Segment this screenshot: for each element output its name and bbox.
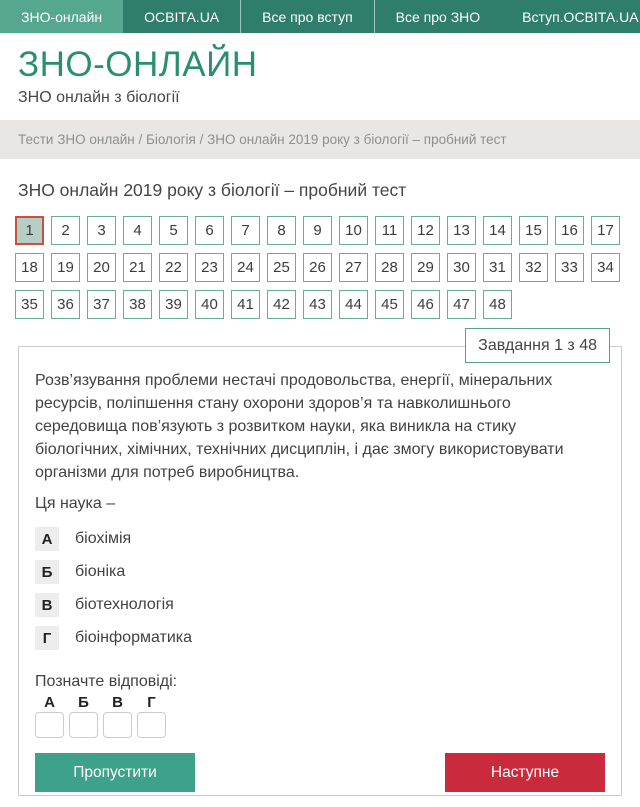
answer-letters-row <box>35 694 605 712</box>
options-list <box>35 527 605 650</box>
question-grid <box>15 216 625 319</box>
answer-letter-b: Б <box>78 694 89 711</box>
question-cell-27[interactable]: 27 <box>339 253 368 282</box>
question-cell-25[interactable]: 25 <box>267 253 296 282</box>
breadcrumb[interactable]: Тести ЗНО онлайн / Біологія / ЗНО онлайн 2019 року з біології – пробний тест <box>0 120 640 159</box>
question-cell-29[interactable]: 29 <box>411 253 440 282</box>
question-cell-32[interactable]: 32 <box>519 253 548 282</box>
question-cell-12[interactable]: 12 <box>411 216 440 245</box>
task-counter: Завдання 1 з 48 <box>465 328 610 363</box>
answer-boxes-row <box>35 712 605 738</box>
question-cell-33[interactable]: 33 <box>555 253 584 282</box>
question-cell-26[interactable]: 26 <box>303 253 332 282</box>
question-cell-10[interactable]: 10 <box>339 216 368 245</box>
question-panel-wrap <box>18 337 622 796</box>
question-cell-3[interactable]: 3 <box>87 216 116 245</box>
question-cell-13[interactable]: 13 <box>447 216 476 245</box>
answer-letter-g: Г <box>147 694 156 711</box>
site-header <box>0 33 640 120</box>
option-text: біоінформатика <box>75 629 193 646</box>
panel-buttons <box>35 753 605 792</box>
question-cell-18[interactable]: 18 <box>15 253 44 282</box>
answer-checkbox-v[interactable] <box>103 712 132 738</box>
question-text: Розв’язування проблеми нестачі продовольства, енергії, мінеральних ресурсів, поліпшення стану охорони здоров’я та навколишнього середовища пов’язують з розвитком науки, яка виникла на стику біологічних, хімічних, технічних дисциплін, і дає змогу використовувати організми для потреб виробництва. <box>35 372 564 481</box>
skip-button[interactable]: Пропустити <box>35 753 195 792</box>
nav-tab-vse-pro-zno[interactable]: Все про ЗНО <box>395 8 481 25</box>
answer-checkbox-g[interactable] <box>137 712 166 738</box>
question-cell-42[interactable]: 42 <box>267 290 296 319</box>
question-cell-39[interactable]: 39 <box>159 290 188 319</box>
option-letter: Г <box>35 626 59 650</box>
question-prompt: Ця наука – <box>35 495 116 512</box>
answer-checkbox-a[interactable] <box>35 712 64 738</box>
option-letter: А <box>35 527 59 551</box>
question-cell-17[interactable]: 17 <box>591 216 620 245</box>
question-cell-43[interactable]: 43 <box>303 290 332 319</box>
question-cell-23[interactable]: 23 <box>195 253 224 282</box>
answer-option-g <box>35 626 605 650</box>
question-cell-24[interactable]: 24 <box>231 253 260 282</box>
nav-tab-vse-pro-vstup[interactable]: Все про вступ <box>241 0 375 33</box>
question-cell-6[interactable]: 6 <box>195 216 224 245</box>
question-cell-30[interactable]: 30 <box>447 253 476 282</box>
question-cell-19[interactable]: 19 <box>51 253 80 282</box>
question-cell-16[interactable]: 16 <box>555 216 584 245</box>
option-text: біоніка <box>75 563 126 580</box>
question-cell-34[interactable]: 34 <box>591 253 620 282</box>
question-cell-11[interactable]: 11 <box>375 216 404 245</box>
question-cell-46[interactable]: 46 <box>411 290 440 319</box>
question-cell-21[interactable]: 21 <box>123 253 152 282</box>
answer-letter-a: А <box>44 694 55 711</box>
option-text: біохімія <box>75 530 132 547</box>
site-logo[interactable]: ЗНО-ОНЛАЙН <box>18 45 258 84</box>
answer-checkbox-b[interactable] <box>69 712 98 738</box>
answer-option-b <box>35 560 605 584</box>
option-letter: Б <box>35 560 59 584</box>
question-cell-37[interactable]: 37 <box>87 290 116 319</box>
question-cell-15[interactable]: 15 <box>519 216 548 245</box>
nav-tab-osvita-ua[interactable]: ОСВІТА.UA <box>123 0 241 33</box>
question-cell-14[interactable]: 14 <box>483 216 512 245</box>
nav-tab-zno-online[interactable]: ЗНО-онлайн <box>0 0 123 33</box>
option-text: біотехнологія <box>75 596 174 613</box>
site-subtitle: ЗНО онлайн з біології <box>18 89 180 106</box>
question-cell-7[interactable]: 7 <box>231 216 260 245</box>
question-cell-47[interactable]: 47 <box>447 290 476 319</box>
top-nav <box>0 0 640 33</box>
question-cell-45[interactable]: 45 <box>375 290 404 319</box>
main-content <box>0 180 640 796</box>
question-cell-9[interactable]: 9 <box>303 216 332 245</box>
question-cell-31[interactable]: 31 <box>483 253 512 282</box>
answer-option-a <box>35 527 605 551</box>
question-cell-28[interactable]: 28 <box>375 253 404 282</box>
next-button[interactable]: Наступне <box>445 753 605 792</box>
question-cell-38[interactable]: 38 <box>123 290 152 319</box>
question-cell-5[interactable]: 5 <box>159 216 188 245</box>
question-cell-48[interactable]: 48 <box>483 290 512 319</box>
question-cell-44[interactable]: 44 <box>339 290 368 319</box>
question-cell-35[interactable]: 35 <box>15 290 44 319</box>
question-cell-4[interactable]: 4 <box>123 216 152 245</box>
question-cell-41[interactable]: 41 <box>231 290 260 319</box>
question-cell-20[interactable]: 20 <box>87 253 116 282</box>
question-cell-36[interactable]: 36 <box>51 290 80 319</box>
question-cell-40[interactable]: 40 <box>195 290 224 319</box>
question-cell-8[interactable]: 8 <box>267 216 296 245</box>
question-cell-2[interactable]: 2 <box>51 216 80 245</box>
page-title: ЗНО онлайн 2019 року з біології – пробний тест <box>18 180 407 200</box>
answer-option-v <box>35 593 605 617</box>
question-panel <box>18 346 622 796</box>
answer-label: Позначте відповіді: <box>35 673 178 690</box>
question-cell-22[interactable]: 22 <box>159 253 188 282</box>
answer-letter-v: В <box>112 694 123 711</box>
option-letter: В <box>35 593 59 617</box>
nav-tab-vstup-osvita-ua[interactable]: Вступ.ОСВІТА.UA <box>522 8 639 25</box>
question-cell-1[interactable]: 1 <box>15 216 44 245</box>
